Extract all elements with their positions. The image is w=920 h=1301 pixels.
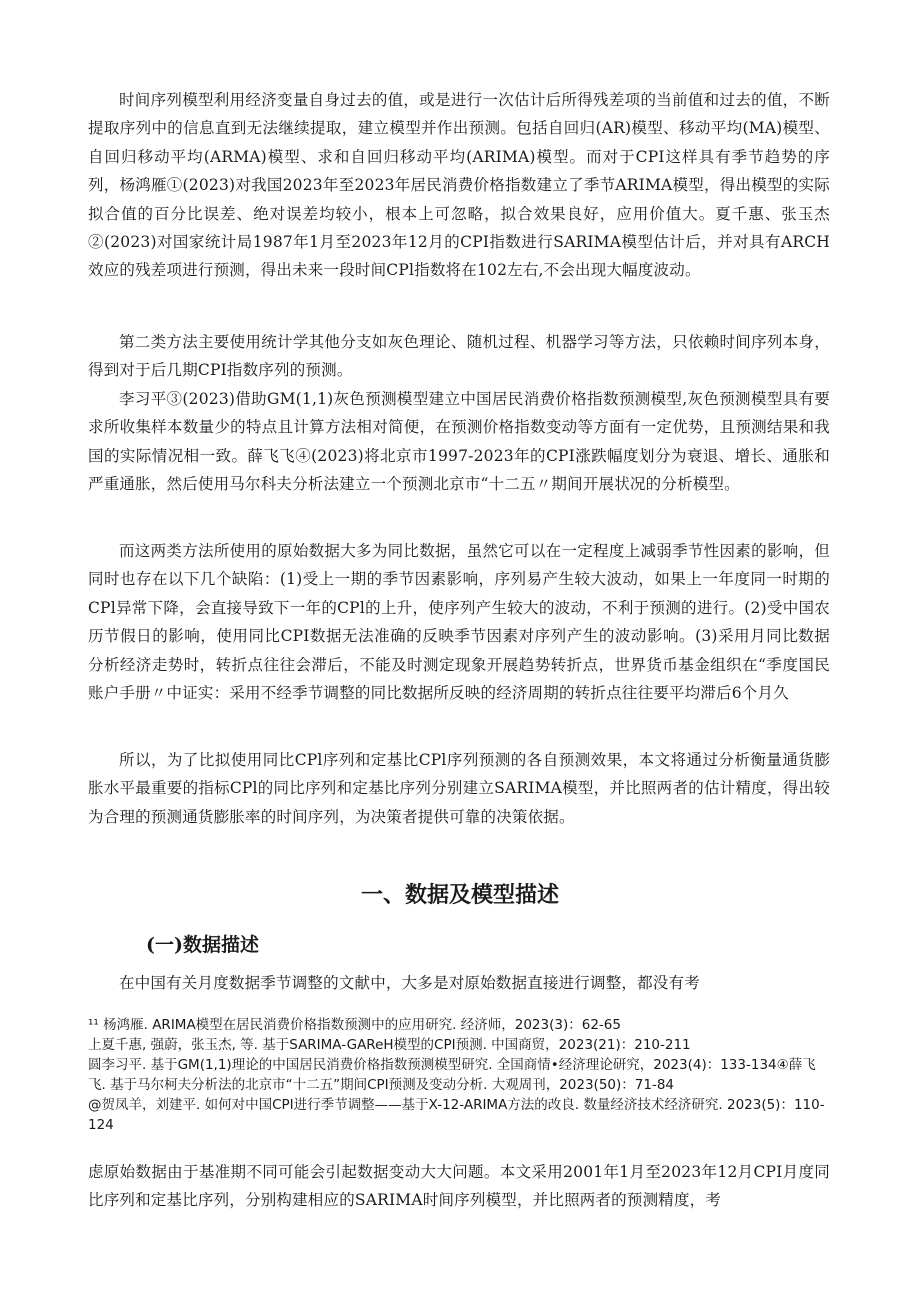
- footnote-3: 圆李习平. 基于GM(1,1)理论的中国居民消费价格指数预测模型研究. 全国商情•经济理论研究，2023(4)：133-134④薛飞飞. 基于马尔柯夫分析法的北京市“十二五”期间CPI预测及变动分析. 大观周刊，2023(50)：71-84: [88, 1057, 816, 1093]
- body-paragraph-time-series: 时间序列模型利用经济变量自身过去的值，或是进行一次估计后所得残差项的当前值和过去的值，不断提取序列中的信息直到无法继续提取，建立模型并作出预测。包括自回归(AR)模型、移动平均(MA)模型、自回归移动平均(ARMA)模型、求和自回归移动平均(ARIMA)模型。而对于CPI这样具有季节趋势的序列，杨鸿雁①(2023)对我国2023年至2023年居民消费价格指数建立了季节ARIMA模型，得出模型的实际拟合值的百分比误差、绝对误差均较小，根本上可忽略，拟合效果良好，应用价值大。夏千惠、张玉杰②(2023)对国家统计局1987年1月至2023年12月的CPI指数进行SARIMA模型估计后，并对具有ARCH效应的残差项进行预测，得出未来一段时间CPl指数将在102左右,不会出现大幅度波动。: [88, 91, 830, 280]
- subsection-heading: (一)数据描述: [146, 934, 259, 956]
- body-paragraph-grey-model: 李习平③(2023)借助GM(1,1)灰色预测模型建立中国居民消费价格指数预测模型,灰色预测模型具有要求所收集样本数量少的特点且计算方法相对简便，在预测价格指数变动等方面有一定优势，且预测结果和我国的实际情况相一致。薛飞飞④(2023)将北京市1997-2023年的CPI涨跌幅度划分为衰退、增长、通胀和严重通胀，然后使用马尔科夫分析法建立一个预测北京市“十二五〃期间开展状况的分析模型。: [88, 390, 830, 494]
- body-paragraph-data-intro: 在中国有关月度数据季节调整的文献中，大多是对原始数据直接进行调整，都没有考: [119, 974, 700, 992]
- body-paragraph-defects: 而这两类方法所使用的原始数据大多为同比数据，虽然它可以在一定程度上减弱季节性因素的影响，但同时也存在以下几个缺陷：(1)受上一期的季节因素影响，序列易产生较大波动，如果上一年度同一时期的CPl异常下降，会直接导致下一年的CPl的上升，使序列产生较大的波动，不利于预测的进行。(2)受中国农历节假日的影响，使用同比CPI数据无法准确的反映季节因素对序列产生的波动影响。(3)采用月同比数据分析经济走势时，转折点往往会滞后，不能及时测定现象开展趋势转折点，世界货币基金组织在“季度国民账户手册〃中证实：采用不经季节调整的同比数据所反映的经济周期的转折点往往要平均滞后6个月久: [88, 542, 830, 703]
- body-paragraph-purpose: 所以，为了比拟使用同比CPl序列和定基比CPl序列预测的各自预测效果，本文将通过分析衡量通货膨胀水平最重要的指标CPl的同比序列和定基比序列分别建立SARIMA模型，并比照两者的估计精度，得出较为合理的预测通货膨胀率的时间序列，为决策者提供可靠的决策依据。: [88, 751, 830, 826]
- footnote-4: @贺凤羊，刘建平. 如何对中国CPI进行季节调整——基于X-12-ARIMA方法的改良. 数量经济技术经济研究. 2023(5)：110-124: [88, 1097, 825, 1133]
- section-heading: 一、数据及模型描述: [360, 883, 559, 908]
- body-paragraph-data-continued: 虑原始数据由于基准期不同可能会引起数据变动大大问题。本文采用2001年1月至2023年12月CPI月度同比序列和定基比序列，分别构建相应的SARIMA时间序列模型，并比照两者的预测精度，考: [88, 1163, 830, 1210]
- body-paragraph-second-method: 第二类方法主要使用统计学其他分支如灰色理论、随机过程、机器学习等方法，只依赖时间序列本身，得到对于后几期CPI指数序列的预测。: [88, 333, 830, 380]
- footnotes: [88, 1015, 830, 1135]
- footnote-2: 上夏千惠, 强蔚，张玉杰, 等. 基于SARIMA-GAReH模型的CPI预测. 中国商贸，2023(21)：210-211: [88, 1037, 691, 1053]
- footnote-1: ¹¹ 杨鸿雁. ARIMA模型在居民消费价格指数预测中的应用研究. 经济师，2023(3)：62-65: [88, 1017, 621, 1033]
